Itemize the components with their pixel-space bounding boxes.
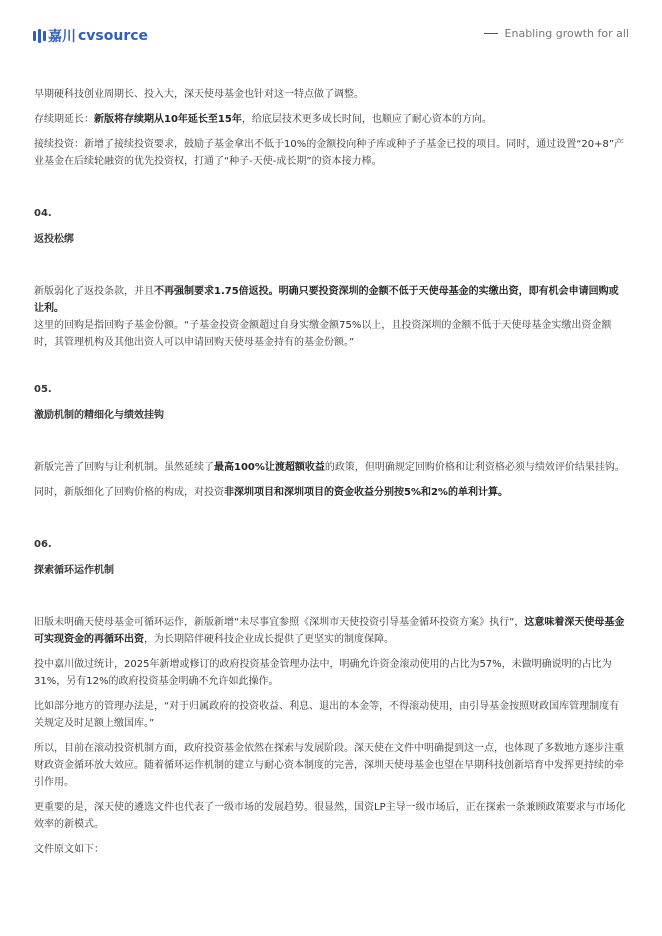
paragraph-reinvest: 新版弱化了返投条款，并且不再强制要求1.75倍返投。明确只要投资深圳的金额不低于天使母基金的实缴出资，即有机会申请回购或让利。 — [34, 286, 619, 314]
section-title-04: 返投松绑 — [34, 234, 74, 245]
paragraph-statistics: 投中嘉川做过统计，2025年新增或修订的政府投资基金管理办法中，明确允许资金滚动使用的占比为57%，未做明确说明的占比为31%，另有12%的政府投资基金明确不允许如此操作。 — [34, 659, 612, 687]
tagline-dash-icon — [484, 33, 498, 35]
header-tagline — [484, 27, 629, 40]
paragraph-incentive: 新版完善了回购与让利机制。虽然延续了最高100%让渡超额收益的政策，但明确规定回购价格和让利资格必须与绩效评价结果挂钩。 — [34, 462, 625, 473]
logo-text-cn: 嘉川 — [48, 29, 76, 45]
paragraph-example: 比如部分地方的管理办法是，“对于归属政府的投资收益、利息、退出的本金等，不得滚动使用，由引导基金按照财政国库管理制度有关规定及时足额上缴国库。” — [34, 701, 620, 729]
tagline-text: Enabling growth for all — [504, 27, 629, 40]
paragraph-original-text: 文件原文如下： — [34, 844, 104, 855]
paragraph-price: 同时，新版细化了回购价格的构成，对投资非深圳项目和深圳项目的资金收益分别按5%和2%的单利计算。 — [34, 487, 508, 498]
paragraph-follow-on: 接续投资：新增了接续投资要求，鼓励子基金拿出不低于10%的金额投向种子库或种子子基金已投的项目。同时，通过设置“20+8”产业基金在后续轮融资的优先投资权，打通了“种子-天使-成长期”的资本接力棒。 — [34, 139, 625, 167]
paragraph-buyback: 这里的回购是指回购子基金份额。“子基金投资金额超过自身实缴金额75%以上，且投资深圳的金额不低于天使母基金实缴出资金额时，其管理机构及其他出资人可以申请回购天使母基金持有的基金份额。” — [34, 320, 612, 348]
paragraph-recycling: 旧版未明确天使母基金可循环运作，新版新增“未尽事宜参照《深圳市天使投资引导基金循环投资方案》执行”，这意味着深天使母基金可实现资金的再循环出资，为长期陪伴硬科技企业成长提供了更坚实的制度保障。 — [34, 617, 625, 645]
section-number-05: 05. — [34, 384, 52, 395]
page-header — [0, 0, 662, 70]
section-title-05: 激励机制的精细化与绩效挂钩 — [34, 410, 164, 421]
cvsource-logo[interactable] — [33, 26, 148, 46]
section-number-06: 06. — [34, 539, 52, 550]
logo-text-en: cvsource — [78, 28, 149, 44]
paragraph-duration: 存续期延长：新版将存续期从10年延长至15年，给底层技术更多成长时间，也顺应了耐心资本的方向。 — [34, 114, 492, 125]
section-number-04: 04. — [34, 208, 52, 219]
paragraph-intro: 早期硬科技创业周期长、投入大，深天使母基金也针对这一特点做了调整。 — [34, 89, 364, 100]
article-body — [34, 86, 628, 858]
paragraph-exploration: 所以，目前在滚动投资机制方面，政府投资基金依然在探索与发展阶段。深天使在文件中明确提到这一点，也体现了多数地方逐步注重财政资金循环放大效应。随着循环运作机制的建立与耐心资本制度的完善，深圳天使母基金也望在早期科技创新培育中发挥更持续的牵引作用。 — [34, 743, 624, 788]
section-title-06: 探索循环运作机制 — [34, 565, 114, 576]
paragraph-trend: 更重要的是，深天使的遴选文件也代表了一级市场的发展趋势。很显然，国资LP主导一级市场后，正在探索一条兼顾政策要求与市场化效率的新模式。 — [34, 802, 626, 830]
logo-mark-icon — [33, 28, 46, 44]
